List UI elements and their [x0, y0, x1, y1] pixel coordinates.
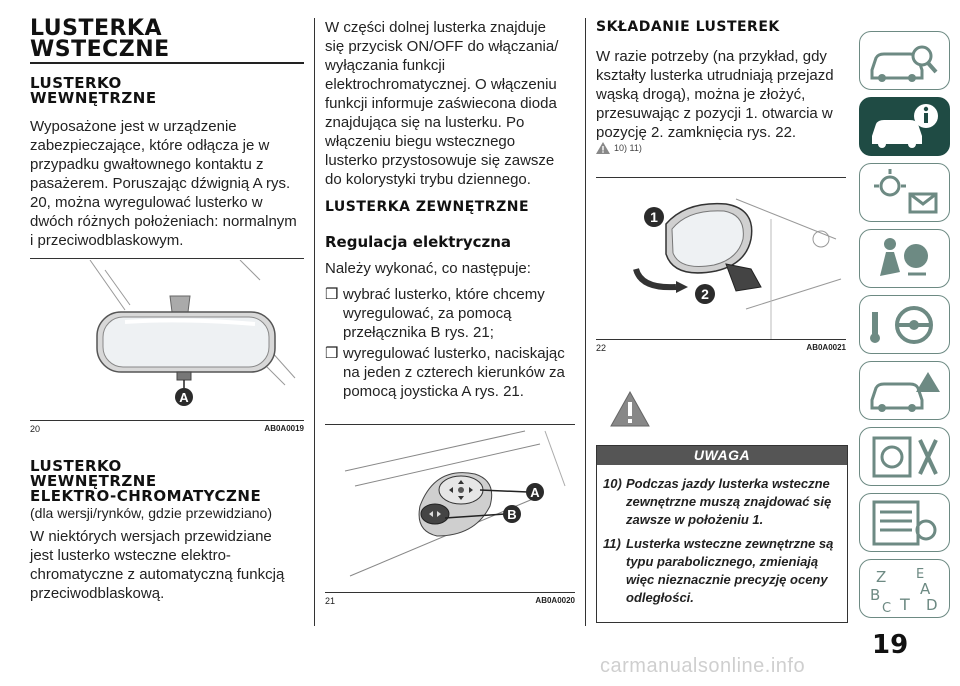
svg-text:C: C: [882, 601, 892, 616]
sidebar-tab-car-info[interactable]: [859, 97, 950, 156]
figure-22: [596, 177, 846, 357]
adjustment-steps: [325, 285, 575, 401]
sidebar-tab-tools[interactable]: [859, 427, 950, 486]
sidebar-tab-car-search[interactable]: [859, 31, 950, 90]
adjustment-intro: Należy wykonać, co następuje:: [325, 260, 531, 277]
figure-22-number: 22: [596, 343, 607, 353]
figure-20-code: AB0A0019: [264, 424, 304, 433]
tools-icon: [860, 428, 949, 485]
alphabet-index-icon: [860, 560, 949, 617]
heading-folding-mirrors: SKŁADANIE LUSTEREK: [596, 19, 780, 35]
bullet-marker: ❒: [325, 286, 339, 303]
figure-21-label-b: B: [507, 507, 517, 522]
svg-text:B: B: [870, 586, 881, 604]
folding-mirror-illustration: [596, 179, 846, 339]
figure-21-label-a: A: [530, 485, 540, 500]
subheading-electrochromic-l1: LUSTERKO: [30, 457, 122, 475]
svg-text:T: T: [900, 595, 910, 614]
car-warning-icon: [860, 362, 949, 419]
steering-wheel-icon: [860, 296, 949, 353]
svg-text:A: A: [920, 580, 931, 598]
subheading-electric-adjustment: Regulacja elektryczna: [325, 233, 512, 251]
specs-list-icon: [860, 494, 949, 551]
figure-21-code: AB0A0020: [535, 596, 575, 605]
column-divider-2: [585, 18, 586, 626]
electrochromic-paragraph: W niektórych wersjach przewidziane jest lusterko wsteczne elektro-chromatyczne z automatyczną funkcją przeciwodblaskową.: [30, 528, 285, 602]
sidebar-tab-car-warning[interactable]: [859, 361, 950, 420]
page-number: 19: [872, 630, 909, 660]
folding-paragraph: W razie potrzeby (na przykład, gdy kształty lusterka utrudniają przejazd wąską drogą), można je złożyć, przesuwając z pozycji 1. otwarcia w pozycję 2. zamknięcia rys. 22.: [596, 48, 834, 141]
figure-21-number: 21: [325, 596, 336, 606]
subheading-interior-mirror-l1: LUSTERKO: [30, 74, 122, 92]
figure-22-label-2: 2: [701, 286, 709, 302]
figure-20-number: 20: [30, 424, 41, 434]
dashboard-lights-icon: [860, 164, 949, 221]
rearview-mirror-illustration: [30, 260, 304, 420]
warning-item-10: 10) Podczas jazdy lusterka wsteczne zewnętrzne muszą znajdować się zawsze w położeniu 1.: [603, 476, 832, 527]
sidebar-tab-steering[interactable]: [859, 295, 950, 354]
section-title-line2: WSTECZNE: [30, 37, 170, 62]
mirror-switch-illustration: [325, 426, 575, 592]
interior-mirror-paragraph: Wyposażone jest w urządzenie zabezpieczające, które odłącza je w przypadku gwałtownego kontaktu z pasażerem. Poruszając dźwignią A rys. 20, można wyregulować lusterko w dwóch różnych położeniach: normalnym i przeciwodblaskowym.: [30, 118, 297, 249]
figure-20: [30, 258, 304, 438]
warning-item-11: 11) Lusterka wsteczne zewnętrzne są typu parabolicznego, zmieniają więc nieznacznie precyzję oceny odległości.: [603, 536, 834, 605]
car-search-icon: [860, 32, 949, 89]
airbag-icon: [860, 230, 949, 287]
figure-20-label-a: A: [179, 390, 189, 405]
section-title-line1: LUSTERKA: [30, 16, 162, 41]
subheading-interior-mirror-l2: WEWNĘTRZNE: [30, 89, 157, 107]
title-rule: [30, 62, 304, 64]
electrochromic-paragraph-cont: W części dolnej lusterka znajduje się przycisk ON/OFF do włączania/ wyłączania funkcji elektrochromatycznej. O włączeniu funkcji informuje zaświecona dioda znajdująca się na lusterku. Po włączeniu biegu wstecznego lusterko przystosowuje się zawsze do kolorystyki trybu dziennego.: [325, 19, 559, 188]
sidebar-tab-specs[interactable]: [859, 493, 950, 552]
subheading-electrochromic-l3: ELEKTRO-CHROMATYCZNE: [30, 487, 262, 505]
bullet-marker: ❒: [325, 345, 339, 362]
warning-refs: 10) 11): [614, 143, 642, 153]
svg-text:D: D: [926, 596, 938, 614]
sidebar-tab-airbag[interactable]: [859, 229, 950, 288]
subheading-electrochromic-l2: WEWNĘTRZNE: [30, 472, 157, 490]
warning-triangle-icon: [610, 391, 650, 432]
svg-text:E: E: [916, 567, 925, 582]
heading-exterior-mirrors: LUSTERKA ZEWNĘTRZNE: [325, 199, 530, 215]
adjustment-step-1: ❒ wybrać lusterko, które chcemy wyregulować, za pomocą przełącznika B rys. 21;: [325, 286, 545, 341]
sidebar-tab-index[interactable]: [859, 559, 950, 618]
column-divider-1: [314, 18, 315, 626]
figure-22-code: AB0A0021: [806, 343, 846, 352]
figure-22-label-1: 1: [650, 209, 658, 225]
warning-title: UWAGA: [597, 446, 847, 465]
car-info-icon: [860, 98, 949, 155]
warning-box: [596, 445, 848, 623]
electrochromic-note: (dla wersji/rynków, gdzie przewidziano): [30, 505, 272, 521]
figure-21: [325, 424, 575, 609]
adjustment-step-2: ❒ wyregulować lusterko, naciskając na jeden z czterech kierunków za pomocą joysticka A rys. 21.: [325, 345, 565, 400]
sidebar-tab-dashboard-lights[interactable]: [859, 163, 950, 222]
watermark-footer: carmanualsonline.info: [600, 655, 806, 677]
svg-text:Z: Z: [876, 568, 887, 586]
warning-ref-icon: [596, 141, 610, 159]
